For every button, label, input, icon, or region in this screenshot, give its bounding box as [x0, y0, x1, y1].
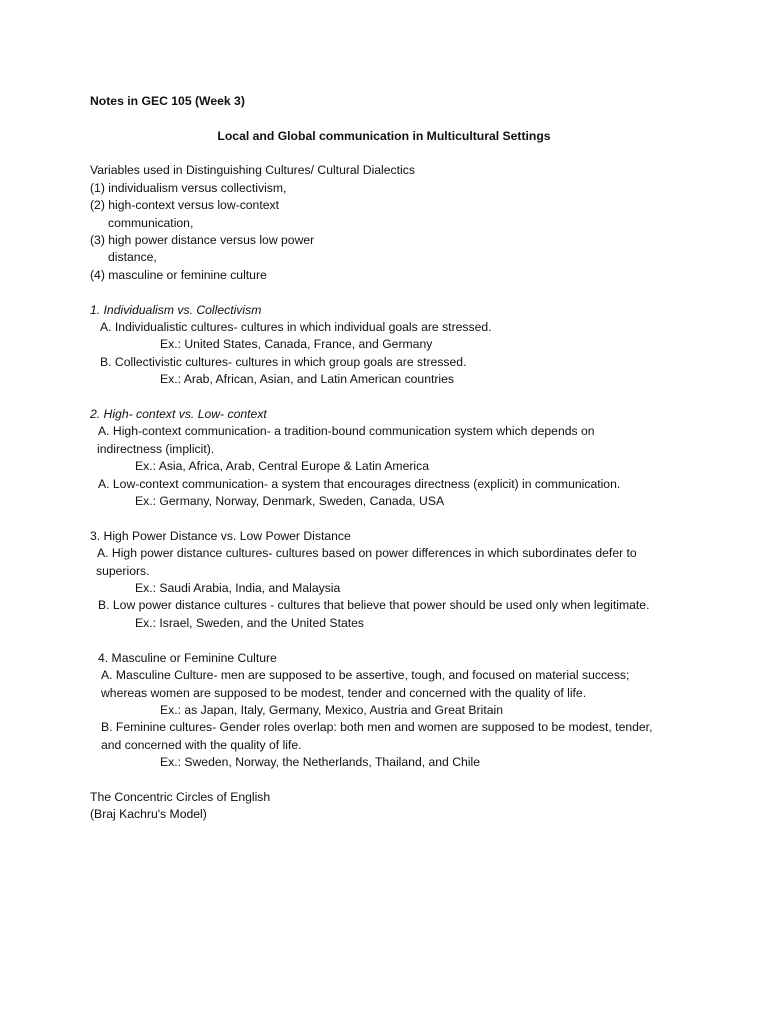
- section-example: Ex.: Israel, Sweden, and the United States: [135, 616, 364, 630]
- section-example: Ex.: Sweden, Norway, the Netherlands, Thailand, and Chile: [160, 755, 480, 769]
- section-item-b: A. Low-context communication- a system that encourages directness (explicit) in communication.: [98, 477, 621, 491]
- section-heading: 4. Masculine or Feminine Culture: [98, 651, 277, 665]
- variables-intro: Variables used in Distinguishing Cultures/ Cultural Dialectics: [90, 163, 415, 177]
- section-example: Ex.: Asia, Africa, Arab, Central Europe & Latin America: [135, 459, 429, 473]
- section-item-a: A. Masculine Culture- men are supposed to be assertive, tough, and focused on material success;: [101, 668, 630, 682]
- footer-line-1: The Concentric Circles of English: [90, 790, 271, 804]
- section-item-b: B. Low power distance cultures - cultures that believe that power should be used only when legitimate.: [98, 598, 650, 612]
- variable-3: (3) high power distance versus low power: [90, 233, 315, 247]
- doc-title: Local and Global communication in Multicultural Settings: [217, 129, 551, 143]
- section-heading: 1. Individualism vs. Collectivism: [90, 303, 262, 317]
- section-example: Ex.: Saudi Arabia, India, and Malaysia: [135, 581, 341, 595]
- section-item-a-cont: indirectness (implicit).: [97, 442, 215, 456]
- section-example: Ex.: Arab, African, Asian, and Latin American countries: [160, 372, 455, 386]
- section-item-a-cont: superiors.: [96, 564, 150, 578]
- section-item-b: B. Collectivistic cultures- cultures in which group goals are stressed.: [100, 355, 467, 369]
- variable-1: (1) individualism versus collectivism,: [90, 181, 287, 195]
- doc-header: Notes in GEC 105 (Week 3): [90, 94, 245, 108]
- section-example: Ex.: Germany, Norway, Denmark, Sweden, Canada, USA: [135, 494, 445, 508]
- variable-2-cont: communication,: [108, 216, 194, 230]
- section-heading: 2. High- context vs. Low- context: [90, 407, 267, 421]
- variable-3-cont: distance,: [108, 250, 157, 264]
- variable-2: (2) high-context versus low-context: [90, 198, 279, 212]
- section-item-a: A. High-context communication- a tradition-bound communication system which depends on: [98, 424, 595, 438]
- section-example: Ex.: United States, Canada, France, and Germany: [160, 337, 433, 351]
- section-item-b-cont: and concerned with the quality of life.: [101, 738, 302, 752]
- section-item-a: A. Individualistic cultures- cultures in which individual goals are stressed.: [100, 320, 492, 334]
- section-item-a-cont: whereas women are supposed to be modest, tender and concerned with the quality of life.: [101, 686, 587, 700]
- footer-line-2: (Braj Kachru's Model): [90, 807, 207, 821]
- section-example: Ex.: as Japan, Italy, Germany, Mexico, Austria and Great Britain: [160, 703, 503, 717]
- section-heading: 3. High Power Distance vs. Low Power Distance: [90, 529, 351, 543]
- section-item-a: A. High power distance cultures- cultures based on power differences in which subordinates defer to: [97, 546, 637, 560]
- section-item-b: B. Feminine cultures- Gender roles overlap: both men and women are supposed to be modest, tender,: [101, 720, 653, 734]
- variable-4: (4) masculine or feminine culture: [90, 268, 267, 282]
